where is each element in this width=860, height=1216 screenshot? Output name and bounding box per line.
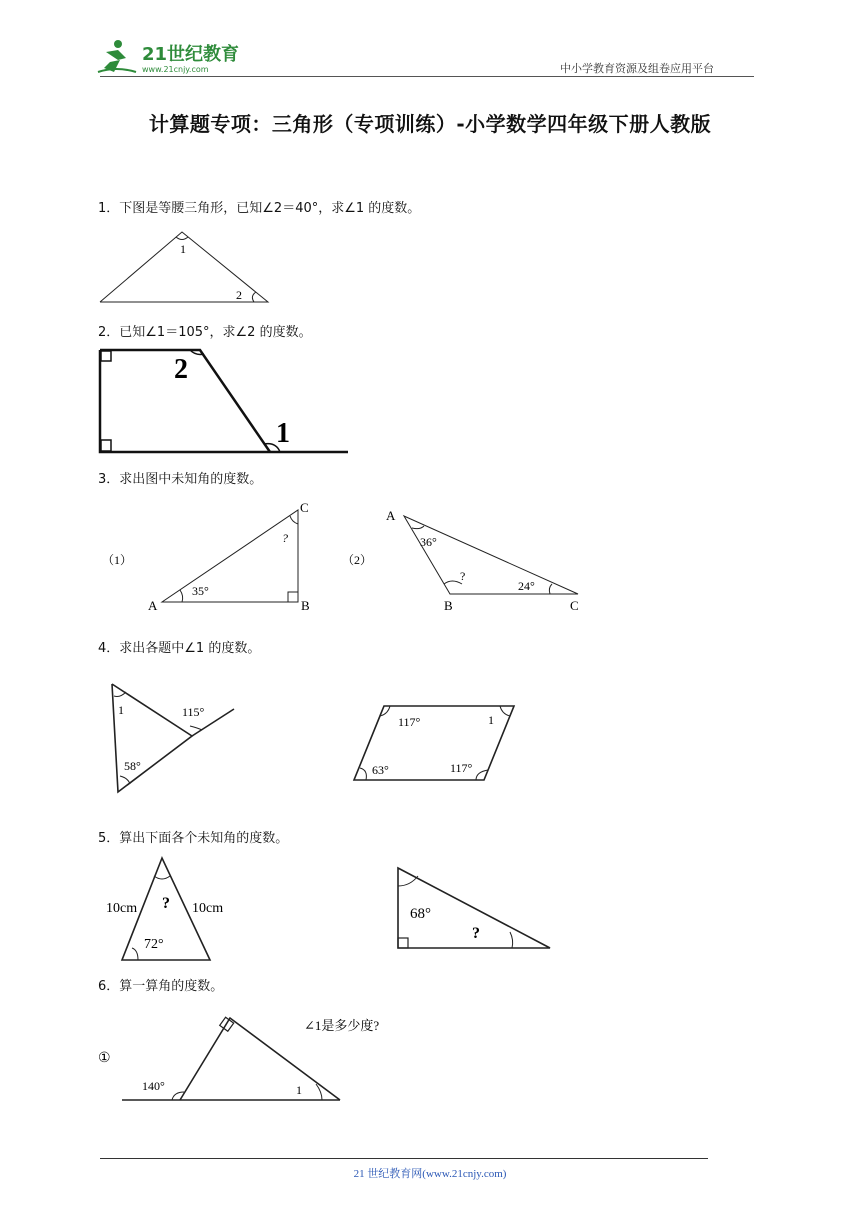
q4-figures (98, 676, 528, 800)
q5-figures (98, 852, 558, 964)
q3-part2-vertex-b: B (444, 598, 453, 613)
q4-fig1-angle-1: 1 (118, 703, 124, 717)
q3-part2-angle-a: 36° (420, 535, 437, 549)
q3-part2-vertex-c: C (570, 598, 579, 613)
q3-figures (98, 498, 618, 618)
header-platform-text: 中小学教育资源及组卷应用平台 (560, 62, 714, 75)
q5-fig2-angle-68: 68° (410, 906, 431, 922)
q5-fig1-right-side: 10cm (192, 901, 224, 916)
q2-angle-2-label: 2 (174, 354, 188, 385)
q5-fig1-base-angle: 72° (144, 937, 164, 952)
q3-part1-vertex-a: A (148, 598, 158, 613)
runner-icon (98, 40, 136, 72)
q3-part2-angle-c: 24° (518, 579, 535, 593)
question-1-text: 1．下图是等腰三角形，已知∠2＝40°，求∠1 的度数。 (98, 201, 421, 216)
q4-fig1-exterior-angle: 115° (182, 705, 205, 719)
q5-fig2-unknown: ? (472, 925, 480, 942)
q6-marker: ① (98, 1051, 111, 1066)
q2-trapezoid-figure (96, 344, 352, 458)
q6-exterior-angle: 140° (142, 1079, 165, 1093)
header-divider (100, 76, 754, 77)
question-5-text: 5．算出下面各个未知角的度数。 (98, 831, 289, 846)
q4-fig2-angle-top-left: 117° (398, 715, 421, 729)
q3-part1-angle-a: 35° (192, 584, 209, 598)
q1-isosceles-triangle (96, 226, 276, 308)
q5-fig1-unknown: ? (162, 895, 170, 912)
q4-fig2-angle-1: 1 (488, 713, 494, 727)
footer-link[interactable]: 21 世纪教育网(www.21cnjy.com) (353, 1168, 507, 1180)
q3-part2-vertex-a: A (386, 508, 396, 523)
q1-angle-2-label: 2 (236, 288, 242, 302)
q3-part1-tag: （1） (102, 553, 133, 567)
q3-part2-unknown: ? (460, 569, 466, 583)
q2-angle-1-label: 1 (276, 418, 290, 449)
q3-part1-unknown: ? (282, 531, 288, 545)
footer-divider (100, 1158, 708, 1159)
logo-text: 21世纪教育 (142, 44, 240, 65)
q6-angle-1: 1 (296, 1083, 302, 1097)
page-title: 计算题专项：三角形（专项训练）-小学数学四年级下册人教版 (148, 112, 712, 136)
q1-angle-1-label: 1 (180, 242, 186, 256)
logo (96, 38, 256, 78)
q3-part2-tag: （2） (342, 553, 373, 567)
q3-part1-vertex-c: C (300, 500, 309, 515)
q6-figure (96, 1008, 416, 1108)
q6-prompt: ∠1是多少度? (304, 1018, 380, 1033)
question-2-text: 2．已知∠1＝105°，求∠2 的度数。 (98, 325, 312, 340)
logo-url: www.21cnjy.com (142, 65, 209, 74)
question-6-text: 6．算一算角的度数。 (98, 979, 224, 994)
q4-fig2-angle-bottom-right: 117° (450, 761, 473, 775)
question-3-text: 3．求出图中未知角的度数。 (98, 472, 263, 487)
question-4-text: 4．求出各题中∠1 的度数。 (98, 641, 261, 656)
q5-fig1-left-side: 10cm (106, 901, 138, 916)
q4-fig2-angle-bottom-left: 63° (372, 763, 389, 777)
q4-fig1-angle-58: 58° (124, 759, 141, 773)
q3-part1-vertex-b: B (301, 598, 310, 613)
